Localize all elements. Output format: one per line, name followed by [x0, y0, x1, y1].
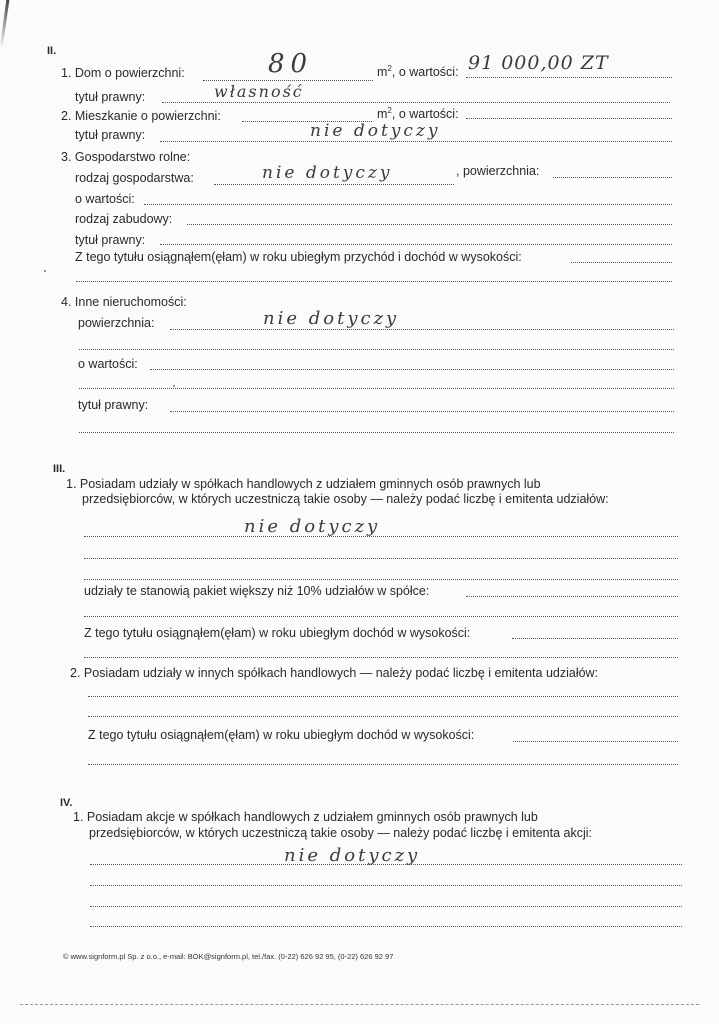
other-area-line-2 [79, 349, 674, 350]
other-area-label: powierzchnia: [78, 316, 155, 330]
farm-value-line [144, 204, 672, 205]
other-shares-line-2 [88, 716, 678, 717]
other-shares-income-line [513, 741, 678, 742]
apartment-title-label: tytuł prawny: [75, 128, 146, 142]
stocks-label-line2: przedsiębiorców, w których uczestniczą takie osoby — należy podać liczbę i emitenta akcji: [89, 826, 593, 840]
other-shares-income-label: Z tego tytułu osiągnąłem(ęłam) w roku ubiegłym dochód w wysokości: [88, 728, 475, 742]
shares-label-line2: przedsiębiorców, w których uczestniczą takie osoby — należy podać liczbę i emitenta udziałów: [82, 492, 609, 506]
other-area-value: nie dotyczy [263, 308, 400, 329]
house-title-value: własność [214, 82, 304, 101]
shares-answer-value: nie dotyczy [244, 516, 381, 537]
other-label: 4. Inne nieruchomości: [61, 295, 187, 309]
farm-area-label: , powierzchnia: [456, 164, 540, 178]
scan-bottom-edge [20, 1004, 699, 1005]
stocks-answer-line-3 [90, 906, 682, 907]
shares-package-label: udziały te stanowią pakiet większy niż 10% udziałów w spółce: [84, 584, 430, 598]
apartment-title-line [160, 141, 672, 142]
farm-buildings-label: rodzaj zabudowy: [75, 212, 173, 226]
shares-package-line [466, 596, 678, 597]
section-iii-numeral: III. [53, 463, 66, 475]
farm-title-line [160, 244, 672, 245]
stocks-answer-value: nie dotyczy [284, 845, 421, 866]
stocks-label-line1: 1. Posiadam akcje w spółkach handlowych z udziałem gminnych osób prawnych lub [73, 810, 538, 824]
house-value-value: 91 000,00 ZT [468, 52, 609, 74]
other-shares-income-line-2 [88, 764, 678, 765]
house-label: 1. Dom o powierzchni: [61, 66, 185, 80]
scan-speck [173, 385, 175, 387]
other-value-label: o wartości: [78, 357, 138, 371]
farm-label: 3. Gospodarstwo rolne: [61, 150, 191, 164]
other-value-line-2 [79, 388, 674, 389]
shares-income-label: Z tego tytułu osiągnąłem(ęłam) w roku ubiegłym dochód w wysokości: [84, 626, 471, 640]
shares-income-line-2 [84, 657, 678, 658]
farm-type-label: rodzaj gospodarstwa: [75, 171, 194, 185]
shares-answer-line-2 [84, 558, 678, 559]
house-title-label: tytuł prawny: [75, 90, 146, 104]
stocks-answer-line-4 [90, 926, 682, 927]
farm-title-label: tytuł prawny: [75, 233, 146, 247]
shares-answer-line-3 [84, 579, 678, 580]
other-shares-line [88, 696, 678, 697]
footer-copyright: © www.signform.pl Sp. z o.o., e-mail: BOK@signform.pl, tel./fax. (0-22) 626 92 95, (0-22) 626 92 97 [63, 952, 394, 961]
apartment-value-label-text: , o wartości: [391, 107, 459, 122]
other-value-line [150, 369, 674, 370]
apartment-value-line [466, 118, 672, 119]
section-ii-numeral: II. [47, 45, 57, 57]
farm-income-line [571, 262, 672, 263]
farm-buildings-line [187, 224, 672, 225]
house-area-unit: m [377, 65, 388, 80]
farm-type-value: nie dotyczy [262, 163, 393, 183]
farm-income-label: Z tego tytułu osiągnąłem(ęłam) w roku ubiegłym przychód i dochód w wysokości: [75, 250, 522, 264]
farm-type-line [214, 184, 454, 185]
shares-label-line1: 1. Posiadam udziały w spółkach handlowych z udziałem gminnych osób prawnych lub [66, 477, 541, 491]
house-area-line [203, 80, 373, 81]
apartment-title-value: nie dotyczy [310, 121, 441, 141]
scan-edge-mark [0, 0, 9, 48]
house-value-label [377, 62, 459, 79]
apartment-label: 2. Mieszkanie o powierzchni: [61, 109, 221, 123]
farm-value-label: o wartości: [75, 192, 135, 206]
other-title-label: tytuł prawny: [78, 398, 149, 412]
farm-area-line [553, 177, 672, 178]
apartment-area-unit-power: 2 [387, 106, 392, 115]
shares-answer-line [84, 536, 678, 537]
stocks-answer-line-2 [90, 885, 682, 886]
house-value-line [466, 77, 672, 78]
apartment-value-label [377, 104, 459, 121]
other-area-line [170, 329, 674, 330]
house-area-value: 80 [268, 49, 314, 79]
scan-speck [44, 270, 46, 272]
other-shares-label: 2. Posiadam udziały w innych spółkach handlowych — należy podać liczbę i emitenta udziałów: [70, 666, 599, 680]
shares-income-line [512, 638, 678, 639]
house-area-unit-power: 2 [387, 64, 392, 73]
shares-package-line-2 [84, 616, 678, 617]
farm-income-line-2 [76, 281, 672, 282]
apartment-area-unit: m [377, 107, 388, 122]
other-title-line-2 [79, 432, 674, 433]
other-title-line [170, 411, 674, 412]
house-title-line [162, 102, 670, 103]
house-value-label-text: , o wartości: [391, 65, 459, 80]
section-iv-numeral: IV. [60, 797, 73, 809]
